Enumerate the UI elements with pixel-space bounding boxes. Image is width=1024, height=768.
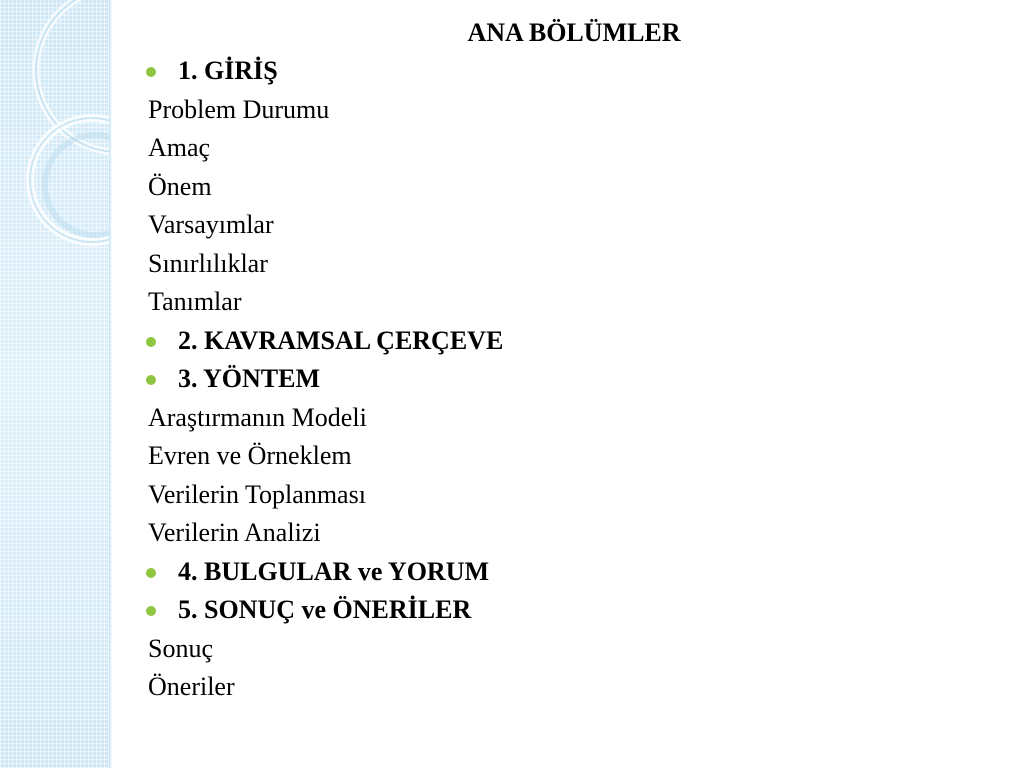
subsection-item-label: Önem	[148, 171, 212, 201]
bullet-icon	[146, 337, 156, 347]
subsection-item	[148, 129, 998, 168]
slide-title: ANA BÖLÜMLER	[467, 18, 681, 47]
subsection-item	[148, 245, 998, 284]
subsection-item-label: Sınırlılıklar	[148, 248, 268, 278]
section-heading	[146, 591, 998, 630]
subsection-item	[148, 206, 998, 245]
section-heading-label: 1. GİRİŞ	[178, 56, 278, 85]
subsection-item-label: Araştırmanın Modeli	[148, 402, 367, 432]
panel-edge	[109, 0, 112, 768]
bullet-icon	[146, 606, 156, 616]
subsection-item-label: Tanımlar	[148, 287, 242, 316]
subsection-item	[148, 630, 998, 669]
section-heading-label: 2. KAVRAMSAL ÇERÇEVE	[178, 325, 504, 355]
section-heading	[146, 322, 998, 361]
section-heading	[146, 52, 998, 91]
outline-list	[148, 52, 998, 707]
subsection-item-label: Verilerin Analizi	[148, 518, 321, 547]
section-heading	[146, 553, 998, 592]
bullet-icon	[146, 375, 156, 385]
section-heading-label: 4. BULGULAR ve YORUM	[178, 556, 490, 586]
subsection-item	[148, 437, 998, 476]
subsection-item	[148, 283, 998, 322]
section-heading-label: 5. SONUÇ ve ÖNERİLER	[178, 595, 472, 624]
subsection-item-label: Öneriler	[148, 672, 235, 701]
decorative-side-panel	[0, 0, 112, 768]
bullet-icon	[146, 67, 156, 77]
section-heading-label: 3. YÖNTEM	[178, 364, 321, 393]
decorative-circles-graphic	[0, 0, 112, 768]
section-heading	[146, 360, 998, 399]
subsection-item	[148, 514, 998, 553]
subsection-item	[148, 399, 998, 438]
bullet-icon	[146, 568, 156, 578]
subsection-item-label: Problem Durumu	[148, 94, 330, 124]
subsection-item-label: Evren ve Örneklem	[148, 441, 352, 470]
subsection-item	[148, 91, 998, 130]
subsection-item-label: Sonuç	[148, 633, 213, 663]
subsection-item	[148, 168, 998, 207]
subsection-item-label: Varsayımlar	[148, 210, 274, 239]
subsection-item-label: Verilerin Toplanması	[148, 479, 366, 509]
slide-content	[148, 14, 998, 707]
subsection-item	[148, 668, 998, 707]
subsection-item-label: Amaç	[148, 133, 211, 162]
subsection-item	[148, 476, 998, 515]
